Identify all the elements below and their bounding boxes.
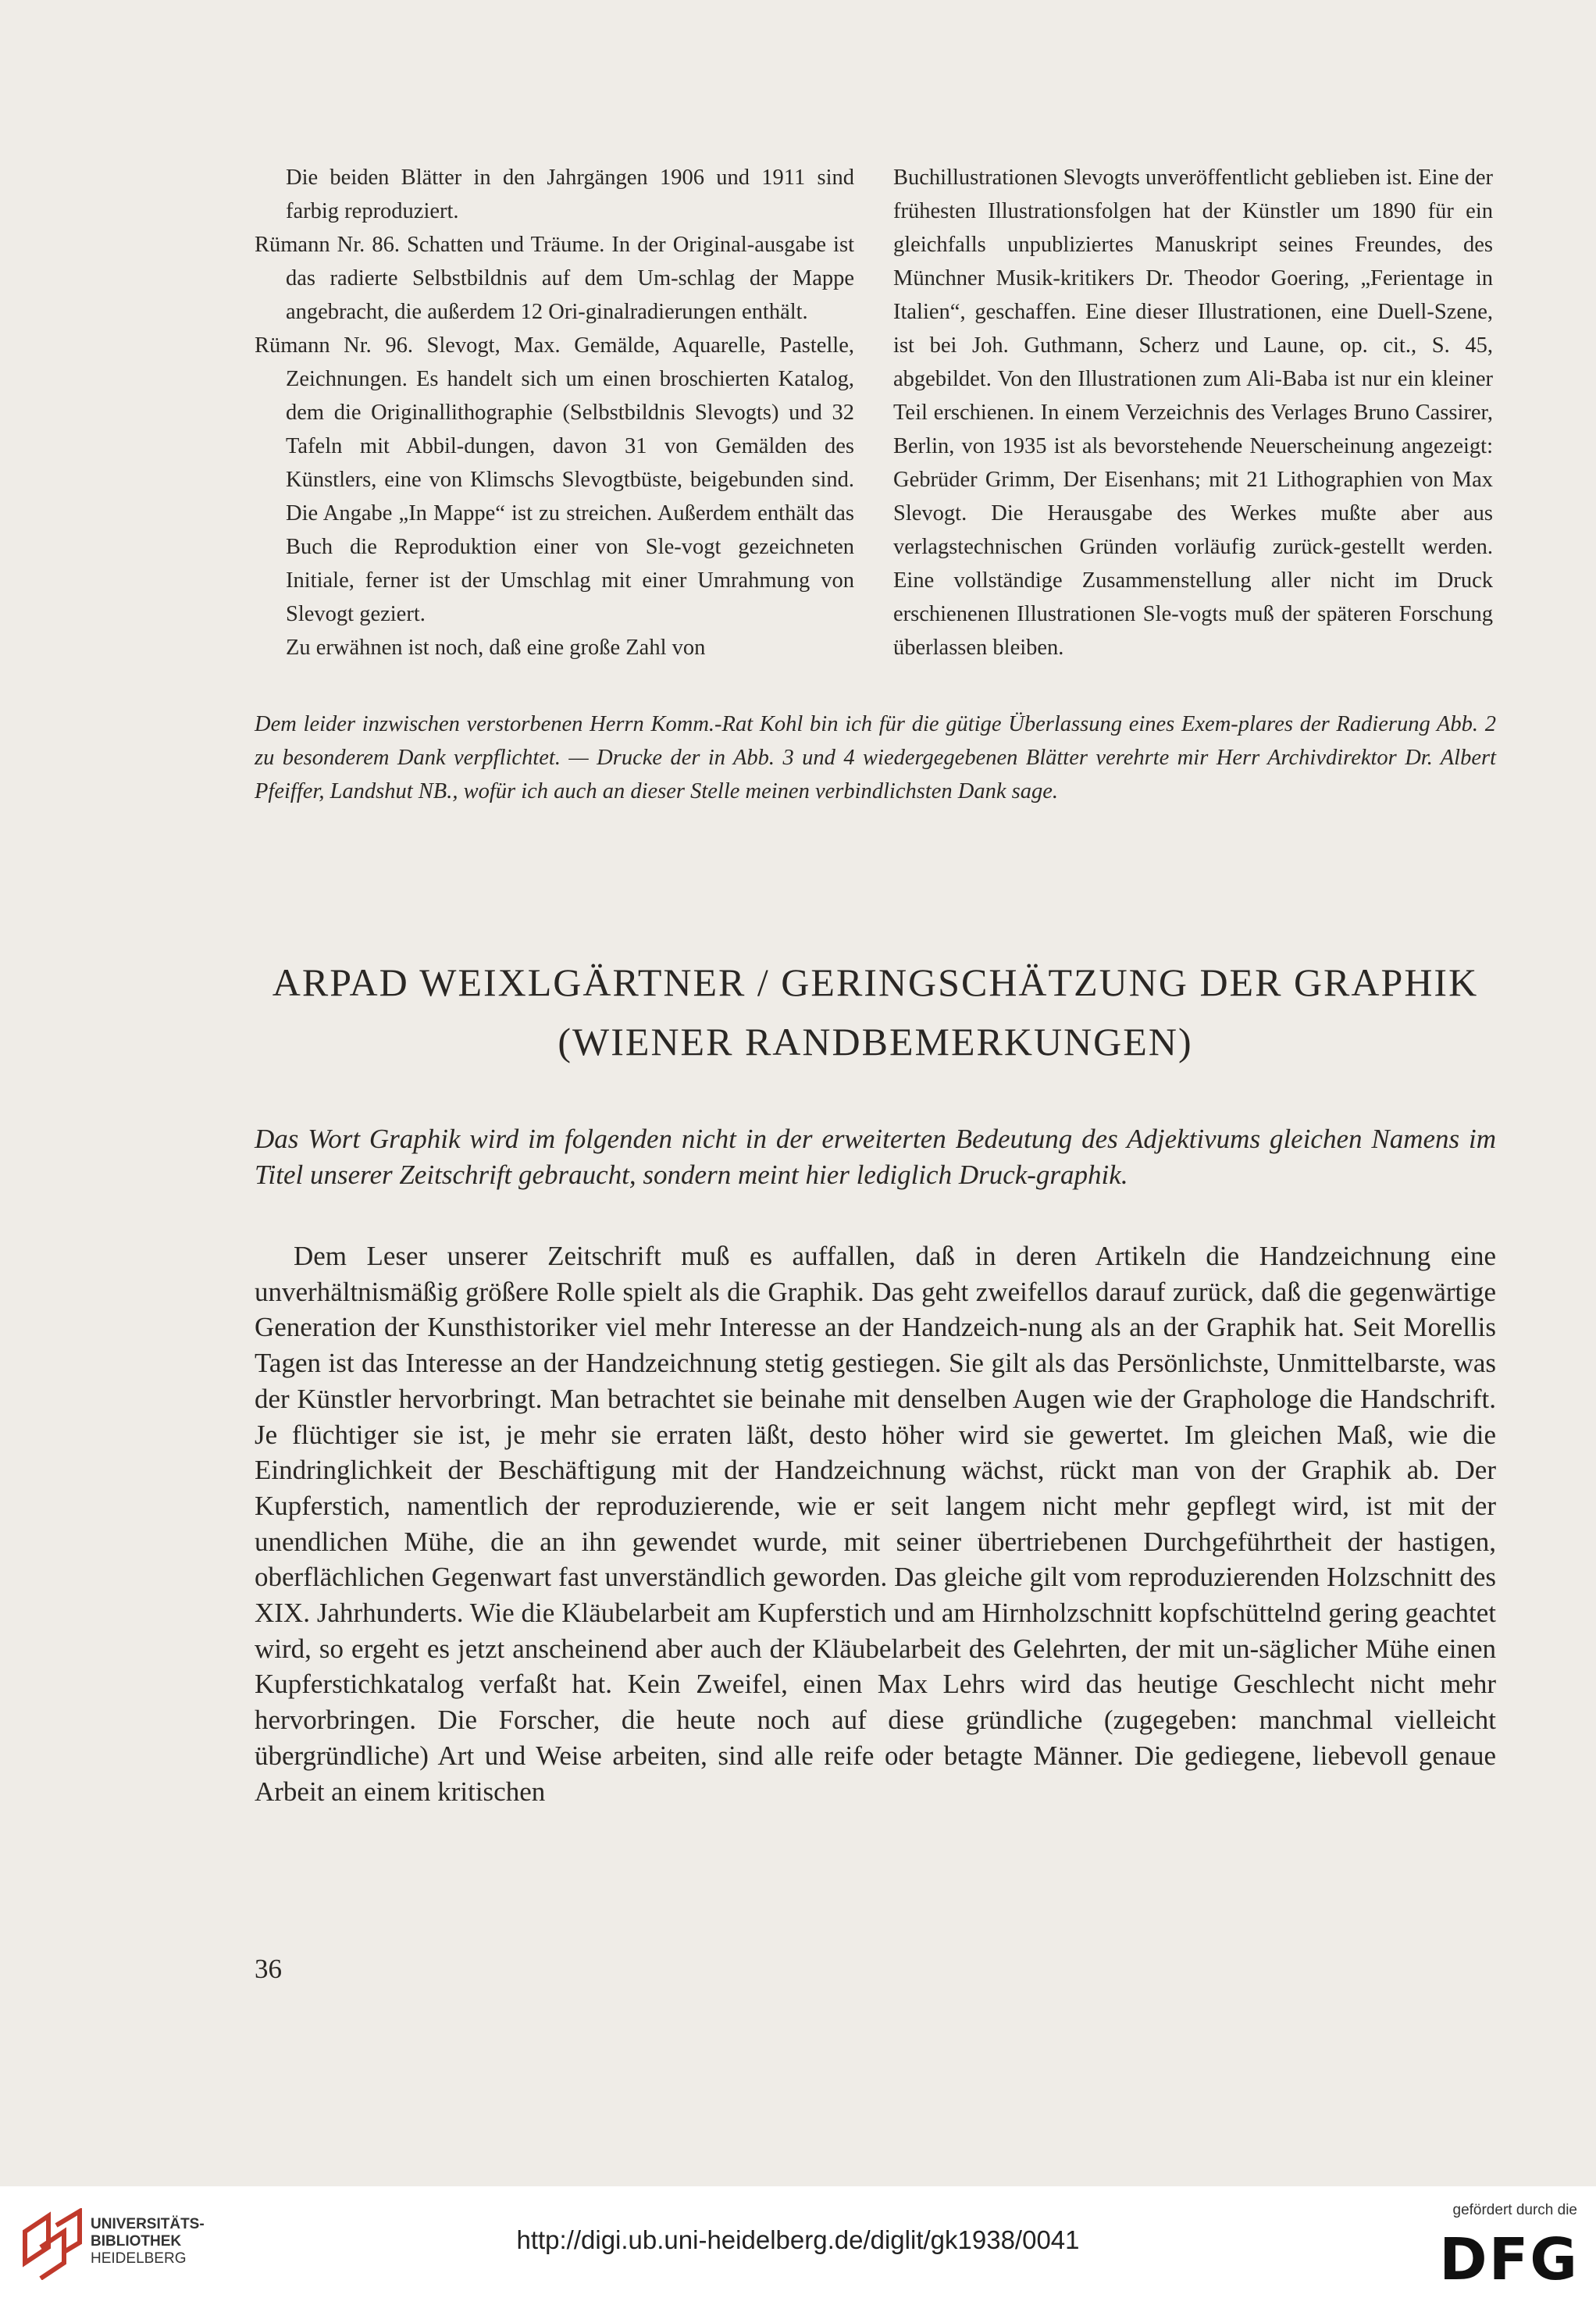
note-entry: Rümann Nr. 96. Slevogt, Max. Gemälde, Aquarelle, Pastelle, Zeichnungen. Es handelt sich um einen broschierten Katalog, dem die Originallithographie (Selbstbildnis Slevogts) und 32 Tafeln mit Abbil-dungen, davon 31 von Gemälden des Künstlers, eine von Klimschs Slevogtbüste, beigebunden sind. Die Angabe „In Mappe“ ist zu streichen. Außerdem enthält das Buch die Reproduktion einer von Sle-vogt gezeichneten Initiale, ferner ist der Umschlag mit einer Umrahmung von Slevogt geziert. — [255, 333, 854, 626]
permalink-url[interactable]: http://digi.ub.uni-heidelberg.de/diglit/gk1938/0041 — [516, 2225, 1080, 2254]
article-subtitle-line: (WIENER RANDBEMERKUNGEN) — [558, 1020, 1193, 1063]
acknowledgement-footnote: Dem leider inzwischen verstorbenen Herrn Komm.-Rat Kohl bin ich für die gütige Überlassung eines Exem-plares der Radierung Abb. 2 zu besonderem Dank verpflichtet. — Drucke der in Abb. 3 und 4 wiedergegebenen Blätter verehrte mir Herr Archivdirektor Dr. Albert Pfeiffer, Landshut NB., wofür ich auch an dieser Stelle meinen verbindlichsten Dank sage. — [255, 712, 1496, 803]
library-name-line: HEIDELBERG — [91, 2250, 187, 2267]
notes-columns — [255, 161, 1496, 684]
article-body: Dem Leser unserer Zeitschrift muß es auffallen, daß in deren Artikeln die Handzeichnung eine unverhältnismäßig größere Rolle spielt als die Graphik. Das geht zweifellos darauf zurück, daß die gegenwärtige Generation der Kunsthistoriker viel mehr Interesse an der Handzeich-nung als an der Graphik hat. Seit Morellis Tagen ist das Interesse an der Handzeichnung stetig gestiegen. Sie gilt als das Persönlichste, Unmittelbarste, was der Künstler hervorbringt. Man betrachtet sie beinahe mit denselben Augen wie der Graphologe die Handschrift. Je flüchtiger sie ist, je mehr sie erraten läßt, desto höher wird sie gewertet. Im gleichen Maß, wie die Eindringlichkeit der Beschäftigung mit der Handzeichnung wächst, rückt man von der Graphik ab. Der Kupferstich, namentlich der reproduzierende, wie er seit langem nicht mehr gepflegt wird, ist mit der unendlichen Mühe, die an ihn gewendet wurde, mit seiner übertriebenen Durchgeführtheit der hastigen, oberflächlichen Gegenwart fast unverständlich geworden. Das gleiche gilt vom reproduzierenden Holzschnitt des XIX. Jahrhunderts. Wie die Kläubelarbeit am Kupferstich und am Hirnholzschnitt kopfschüttelnd gering geachtet wird, so ergeht es jetzt anscheinend aber auch der Kläubelarbeit des Gelehrten, der mit un-säglicher Mühe einen Kupferstichkatalog verfaßt hat. Kein Zweifel, einen Max Lehrs wird das heutige Geschlecht nicht mehr hervorbringen. Die Forscher, die heute noch auf diese gründliche (zugegeben: manchmal vielleicht übergründliche) Art und Weise arbeiten, sind alle reife oder betagte Männer. Die gediegene, liebevoll genaue Arbeit an einem kritischen — [255, 1241, 1496, 1807]
notes-left-column — [255, 161, 854, 664]
library-name-line: UNIVERSITÄTS- — [91, 2216, 205, 2232]
dfg-logo: DFG — [1439, 2226, 1579, 2293]
note-entry: Rümann Nr. 86. Schatten und Träume. In der Original-ausgabe ist das radierte Selbstbildnis auf dem Um-schlag der Mappe angebracht, die außerdem 12 Ori-ginalradierungen enthält. — [255, 233, 854, 324]
article-title — [255, 953, 1496, 1071]
library-name-line: BIBLIOTHEK — [91, 2233, 182, 2250]
page-number: 36 — [255, 1954, 282, 1984]
article-intro: Das Wort Graphik wird im folgenden nicht in der erweiterten Bedeutung des Adjektivums gleichen Namens im Titel unserer Zeitschrift gebraucht, sondern meint hier lediglich Druck-graphik. — [255, 1124, 1496, 1190]
note-continuation: Die beiden Blätter in den Jahrgängen 1906 und 1911 sind farbig reproduziert. — [286, 166, 854, 223]
note-paragraph: Buchillustrationen Slevogts unveröffentlicht geblieben ist. Eine der frühesten Illustrationsfolgen hat der Künstler um 1890 für ein gleichfalls unpubliziertes Manuskript seines Freundes, des Münchner Musik-kritikers Dr. Theodor Goering, „Ferientage in Italien“, geschaffen. Eine dieser Illustrationen, eine Duell-Szene, ist bei Joh. Guthmann, Scherz und Laune, op. cit., S. 45, abgebildet. Von den Illustrationen zum Ali-Baba ist nur ein kleiner Teil erschienen. In einem Verzeichnis des Verlages Bruno Cassirer, Berlin, von 1935 ist als bevorstehende Neuerscheinung angezeigt: Gebrüder Grimm, Der Eisenhans; mit 21 Lithographien von Max Slevogt. Die Herausgabe des Werkes mußte aber aus verlagstechnischen Gründen vorläufig zurück-gestellt werden. Eine vollständige Zusammenstellung aller nicht im Druck erschienenen Illustrationen Sle-vogts muß der späteren Forschung überlassen bleiben. — [893, 166, 1494, 660]
funding-caption: gefördert durch die — [1452, 2202, 1577, 2218]
digitization-footer — [0, 2186, 1596, 2305]
note-paragraph: Zu erwähnen ist noch, daß eine große Zahl von — [286, 636, 706, 660]
notes-right-column — [893, 161, 1493, 664]
article-title-line: ARPAD WEIXLGÄRTNER / GERINGSCHÄTZUNG DER GRAPHIK — [272, 960, 1479, 1004]
